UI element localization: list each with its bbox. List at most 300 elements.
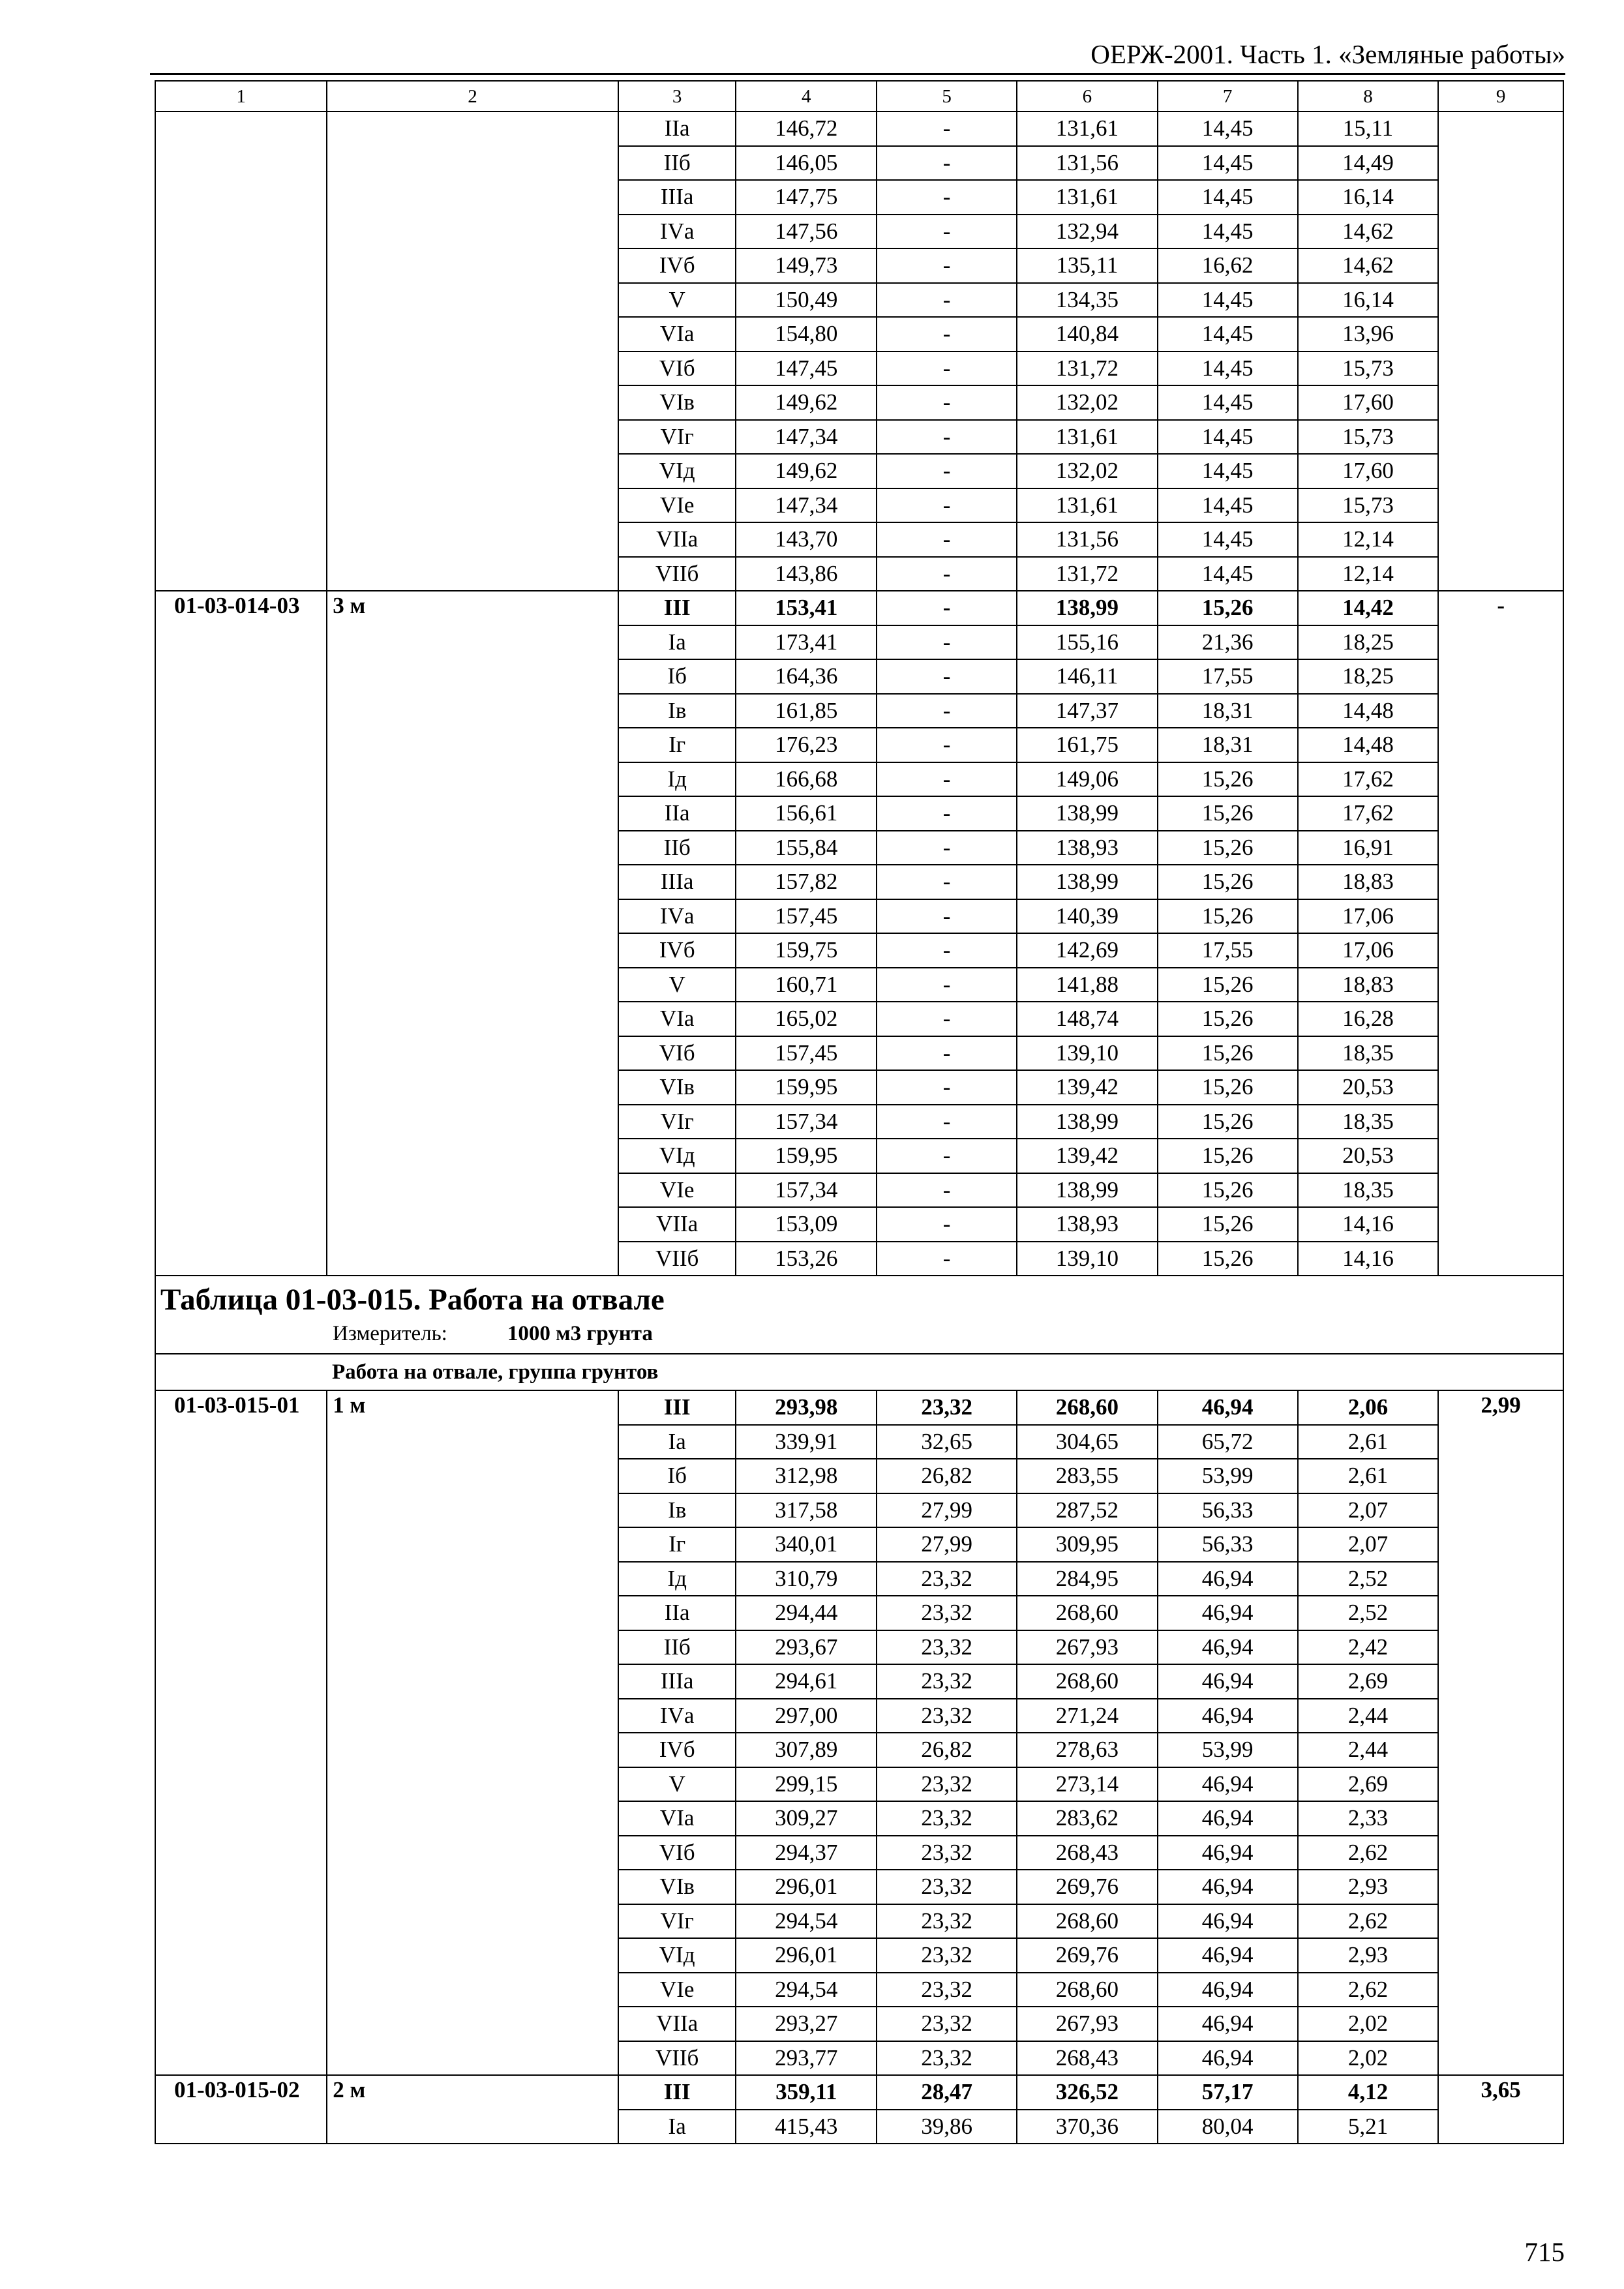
norm-code-cell: 01-03-014-03 <box>155 591 327 1276</box>
value-cell: 16,91 <box>1298 831 1439 865</box>
value-cell: 268,60 <box>1017 1973 1158 2007</box>
value-cell: 15,26 <box>1158 1207 1298 1242</box>
value-cell: 159,95 <box>736 1070 877 1105</box>
value-cell: 65,72 <box>1158 1425 1298 1459</box>
value-cell: 14,49 <box>1298 146 1439 181</box>
value-cell: 287,52 <box>1017 1493 1158 1528</box>
value-cell: 15,26 <box>1158 865 1298 899</box>
value-cell: 15,26 <box>1158 1002 1298 1036</box>
value-cell: 13,96 <box>1298 317 1439 352</box>
column-number: 8 <box>1298 81 1439 112</box>
norm-code-cell <box>155 112 327 591</box>
value-cell: 2,93 <box>1298 1870 1439 1904</box>
page-number: 715 <box>1524 2237 1565 2267</box>
value-cell: 161,85 <box>736 694 877 728</box>
value-cell: 2,62 <box>1298 1904 1439 1939</box>
value-cell: 2,02 <box>1298 2041 1439 2076</box>
soil-group-cell: V <box>618 1767 736 1802</box>
value-cell: - <box>877 352 1017 386</box>
value-cell: 155,84 <box>736 831 877 865</box>
header-rule <box>150 73 1565 75</box>
value-cell: 23,32 <box>877 1870 1017 1904</box>
value-cell: 23,32 <box>877 1836 1017 1870</box>
soil-group-cell: IIIа <box>618 865 736 899</box>
value-cell: 268,60 <box>1017 1596 1158 1630</box>
soil-group-cell: Iв <box>618 694 736 728</box>
soil-group-cell: IIб <box>618 146 736 181</box>
value-cell: 271,24 <box>1017 1699 1158 1733</box>
soil-group-cell: V <box>618 283 736 318</box>
value-cell: 17,06 <box>1298 899 1439 934</box>
soil-group-cell: IVа <box>618 215 736 249</box>
value-cell: 140,39 <box>1017 899 1158 934</box>
value-cell: 46,94 <box>1158 1973 1298 2007</box>
value-cell: - <box>877 899 1017 934</box>
value-cell: 134,35 <box>1017 283 1158 318</box>
value-cell: 14,16 <box>1298 1207 1439 1242</box>
value-cell: 27,99 <box>877 1493 1017 1528</box>
value-cell: 2,07 <box>1298 1493 1439 1528</box>
value-cell: 14,48 <box>1298 728 1439 762</box>
value-cell: 131,56 <box>1017 522 1158 557</box>
value-cell: 139,10 <box>1017 1036 1158 1071</box>
column-9-cell: 2,99 <box>1438 1390 1563 2075</box>
value-cell: 23,32 <box>877 1767 1017 1802</box>
value-cell: 17,60 <box>1298 454 1439 488</box>
norm-name-cell: 2 м <box>327 2075 618 2144</box>
value-cell: 294,54 <box>736 1973 877 2007</box>
value-cell: 141,88 <box>1017 968 1158 1002</box>
value-cell: 18,25 <box>1298 659 1439 694</box>
column-number: 1 <box>155 81 327 112</box>
value-cell: 27,99 <box>877 1527 1017 1562</box>
soil-group-cell: IVа <box>618 1699 736 1733</box>
value-cell: 309,27 <box>736 1801 877 1836</box>
soil-group-cell: VIе <box>618 488 736 523</box>
soil-group-cell: IVб <box>618 1733 736 1767</box>
value-cell: 176,23 <box>736 728 877 762</box>
soil-group-cell: III <box>618 1390 736 1425</box>
soil-group-cell: IIа <box>618 1596 736 1630</box>
value-cell: 46,94 <box>1158 2007 1298 2041</box>
value-cell: 139,42 <box>1017 1139 1158 1173</box>
soil-group-cell: VIIа <box>618 1207 736 1242</box>
value-cell: 23,32 <box>877 1630 1017 1665</box>
value-cell: - <box>877 659 1017 694</box>
value-cell: 138,93 <box>1017 1207 1158 1242</box>
value-cell: 147,37 <box>1017 694 1158 728</box>
value-cell: - <box>877 762 1017 797</box>
soil-group-cell: VIд <box>618 454 736 488</box>
value-cell: 131,61 <box>1017 420 1158 455</box>
soil-group-cell: Iг <box>618 728 736 762</box>
column-9-cell: - <box>1438 591 1563 1276</box>
value-cell: 283,55 <box>1017 1459 1158 1493</box>
soil-group-cell: VIг <box>618 1904 736 1939</box>
value-cell: - <box>877 1207 1017 1242</box>
value-cell: 160,71 <box>736 968 877 1002</box>
soil-group-cell: VIIа <box>618 2007 736 2041</box>
value-cell: - <box>877 522 1017 557</box>
value-cell: 15,26 <box>1158 796 1298 831</box>
value-cell: 15,73 <box>1298 420 1439 455</box>
soil-group-cell: III <box>618 591 736 625</box>
value-cell: 15,26 <box>1158 1036 1298 1071</box>
value-cell: 2,44 <box>1298 1733 1439 1767</box>
value-cell: - <box>877 112 1017 146</box>
value-cell: 299,15 <box>736 1767 877 1802</box>
value-cell: 14,62 <box>1298 215 1439 249</box>
soil-group-cell: VIг <box>618 1105 736 1139</box>
value-cell: - <box>877 1139 1017 1173</box>
value-cell: - <box>877 420 1017 455</box>
value-cell: 326,52 <box>1017 2075 1158 2110</box>
value-cell: 15,26 <box>1158 968 1298 1002</box>
value-cell: 14,45 <box>1158 352 1298 386</box>
value-cell: 2,93 <box>1298 1938 1439 1973</box>
value-cell: - <box>877 283 1017 318</box>
soil-group-cell: Iа <box>618 2110 736 2144</box>
value-cell: 132,02 <box>1017 385 1158 420</box>
value-cell: - <box>877 831 1017 865</box>
value-cell: 14,45 <box>1158 420 1298 455</box>
value-cell: 159,95 <box>736 1139 877 1173</box>
value-cell: 161,75 <box>1017 728 1158 762</box>
value-cell: 12,14 <box>1298 557 1439 591</box>
value-cell: 339,91 <box>736 1425 877 1459</box>
value-cell: 157,45 <box>736 1036 877 1071</box>
value-cell: 23,32 <box>877 1390 1017 1425</box>
value-cell: - <box>877 317 1017 352</box>
value-cell: 23,32 <box>877 1801 1017 1836</box>
value-cell: 15,11 <box>1298 112 1439 146</box>
value-cell: 268,60 <box>1017 1390 1158 1425</box>
value-cell: 159,75 <box>736 933 877 968</box>
value-cell: 139,10 <box>1017 1242 1158 1276</box>
value-cell: 15,26 <box>1158 1105 1298 1139</box>
soil-group-cell: VIд <box>618 1139 736 1173</box>
value-cell: 143,86 <box>736 557 877 591</box>
value-cell: 293,77 <box>736 2041 877 2076</box>
value-cell: 2,62 <box>1298 1973 1439 2007</box>
value-cell: 268,43 <box>1017 2041 1158 2076</box>
soil-group-cell: III <box>618 2075 736 2110</box>
value-cell: 12,14 <box>1298 522 1439 557</box>
value-cell: 273,14 <box>1017 1767 1158 1802</box>
value-cell: 23,32 <box>877 1699 1017 1733</box>
value-cell: 140,84 <box>1017 317 1158 352</box>
value-cell: 154,80 <box>736 317 877 352</box>
value-cell: 46,94 <box>1158 2041 1298 2076</box>
value-cell: 14,45 <box>1158 557 1298 591</box>
column-number: 5 <box>877 81 1017 112</box>
value-cell: 147,45 <box>736 352 877 386</box>
value-cell: 53,99 <box>1158 1459 1298 1493</box>
value-cell: 142,69 <box>1017 933 1158 968</box>
value-cell: 21,36 <box>1158 625 1298 660</box>
value-cell: 147,34 <box>736 420 877 455</box>
value-cell: - <box>877 215 1017 249</box>
column-number: 4 <box>736 81 877 112</box>
value-cell: 5,21 <box>1298 2110 1439 2144</box>
value-cell: 53,99 <box>1158 1733 1298 1767</box>
value-cell: 307,89 <box>736 1733 877 1767</box>
value-cell: 14,45 <box>1158 522 1298 557</box>
value-cell: 293,27 <box>736 2007 877 2041</box>
value-cell: 147,56 <box>736 215 877 249</box>
soil-group-cell: VIв <box>618 1870 736 1904</box>
value-cell: 293,98 <box>736 1390 877 1425</box>
value-cell: 14,45 <box>1158 454 1298 488</box>
measure-line <box>156 1319 1563 1348</box>
value-cell: 146,72 <box>736 112 877 146</box>
value-cell: 2,52 <box>1298 1596 1439 1630</box>
value-cell: 131,61 <box>1017 180 1158 215</box>
soil-group-cell: VIе <box>618 1173 736 1208</box>
value-cell: 17,60 <box>1298 385 1439 420</box>
value-cell: 17,62 <box>1298 762 1439 797</box>
value-cell: 2,69 <box>1298 1664 1439 1699</box>
value-cell: 18,31 <box>1158 728 1298 762</box>
value-cell: 269,76 <box>1017 1938 1158 1973</box>
value-cell: 14,45 <box>1158 146 1298 181</box>
value-cell: 138,99 <box>1017 1173 1158 1208</box>
value-cell: 138,93 <box>1017 831 1158 865</box>
value-cell: 14,48 <box>1298 694 1439 728</box>
value-cell: 23,32 <box>877 1562 1017 1596</box>
value-cell: 23,32 <box>877 2007 1017 2041</box>
running-header: ОЕРЖ-2001. Часть 1. «Земляные работы» <box>1090 39 1565 69</box>
value-cell: 32,65 <box>877 1425 1017 1459</box>
value-cell: 156,61 <box>736 796 877 831</box>
value-cell: 26,82 <box>877 1459 1017 1493</box>
value-cell: 297,00 <box>736 1699 877 1733</box>
value-cell: 131,72 <box>1017 352 1158 386</box>
norms-table <box>155 80 1564 2144</box>
soil-group-cell: IVб <box>618 933 736 968</box>
value-cell: 165,02 <box>736 1002 877 1036</box>
value-cell: 14,45 <box>1158 283 1298 318</box>
value-cell: 4,12 <box>1298 2075 1439 2110</box>
value-cell: 17,55 <box>1158 659 1298 694</box>
table-title-cell <box>155 1276 1563 1354</box>
value-cell: 268,43 <box>1017 1836 1158 1870</box>
value-cell: 15,26 <box>1158 591 1298 625</box>
value-cell: - <box>877 488 1017 523</box>
value-cell: 309,95 <box>1017 1527 1158 1562</box>
table-row <box>155 2075 1563 2110</box>
value-cell: 153,41 <box>736 591 877 625</box>
value-cell: 14,45 <box>1158 180 1298 215</box>
value-cell: 359,11 <box>736 2075 877 2110</box>
value-cell: 14,45 <box>1158 215 1298 249</box>
table-row <box>155 591 1563 625</box>
value-cell: 56,33 <box>1158 1493 1298 1528</box>
value-cell: 15,26 <box>1158 1139 1298 1173</box>
value-cell: 28,47 <box>877 2075 1017 2110</box>
value-cell: 146,11 <box>1017 659 1158 694</box>
table-title-row <box>155 1276 1563 1354</box>
soil-group-cell: Iб <box>618 659 736 694</box>
value-cell: - <box>877 248 1017 283</box>
value-cell: 310,79 <box>736 1562 877 1596</box>
value-cell: 15,26 <box>1158 1173 1298 1208</box>
value-cell: - <box>877 694 1017 728</box>
value-cell: 143,70 <box>736 522 877 557</box>
value-cell: - <box>877 933 1017 968</box>
value-cell: 2,33 <box>1298 1801 1439 1836</box>
soil-group-cell: VIб <box>618 1036 736 1071</box>
value-cell: 131,56 <box>1017 146 1158 181</box>
value-cell: 18,83 <box>1298 865 1439 899</box>
value-cell: 46,94 <box>1158 1390 1298 1425</box>
value-cell: 164,36 <box>736 659 877 694</box>
soil-group-cell: IVа <box>618 899 736 934</box>
value-cell: 18,35 <box>1298 1105 1439 1139</box>
value-cell: 46,94 <box>1158 1767 1298 1802</box>
value-cell: - <box>877 1070 1017 1105</box>
soil-group-cell: VIб <box>618 1836 736 1870</box>
value-cell: 46,94 <box>1158 1664 1298 1699</box>
soil-group-cell: VIа <box>618 1002 736 1036</box>
value-cell: 20,53 <box>1298 1139 1439 1173</box>
value-cell: - <box>877 591 1017 625</box>
value-cell: - <box>877 454 1017 488</box>
value-cell: 46,94 <box>1158 1870 1298 1904</box>
value-cell: 39,86 <box>877 2110 1017 2144</box>
value-cell: - <box>877 557 1017 591</box>
value-cell: 18,31 <box>1158 694 1298 728</box>
value-cell: 56,33 <box>1158 1527 1298 1562</box>
value-cell: 147,34 <box>736 488 877 523</box>
value-cell: 149,62 <box>736 454 877 488</box>
value-cell: 17,62 <box>1298 796 1439 831</box>
norm-name-cell: 3 м <box>327 591 618 1276</box>
value-cell: 14,45 <box>1158 317 1298 352</box>
value-cell: 16,62 <box>1158 248 1298 283</box>
value-cell: 296,01 <box>736 1938 877 1973</box>
value-cell: 80,04 <box>1158 2110 1298 2144</box>
value-cell: 15,26 <box>1158 899 1298 934</box>
value-cell: 18,25 <box>1298 625 1439 660</box>
value-cell: 18,83 <box>1298 968 1439 1002</box>
value-cell: 153,09 <box>736 1207 877 1242</box>
value-cell: 23,32 <box>877 1664 1017 1699</box>
norm-name-cell <box>327 112 618 591</box>
value-cell: 2,69 <box>1298 1767 1439 1802</box>
soil-group-cell: IIIа <box>618 1664 736 1699</box>
value-cell: - <box>877 865 1017 899</box>
value-cell: - <box>877 625 1017 660</box>
value-cell: 138,99 <box>1017 865 1158 899</box>
value-cell: 157,34 <box>736 1173 877 1208</box>
value-cell: 15,26 <box>1158 762 1298 797</box>
soil-group-cell: IVб <box>618 248 736 283</box>
value-cell: 23,32 <box>877 2041 1017 2076</box>
value-cell: 15,26 <box>1158 831 1298 865</box>
value-cell: 16,28 <box>1298 1002 1439 1036</box>
value-cell: 17,06 <box>1298 933 1439 968</box>
value-cell: 269,76 <box>1017 1870 1158 1904</box>
value-cell: 2,07 <box>1298 1527 1439 1562</box>
soil-group-cell: VIв <box>618 385 736 420</box>
value-cell: 18,35 <box>1298 1173 1439 1208</box>
value-cell: 20,53 <box>1298 1070 1439 1105</box>
value-cell: 46,94 <box>1158 1699 1298 1733</box>
value-cell: 149,73 <box>736 248 877 283</box>
soil-group-cell: VIIб <box>618 1242 736 1276</box>
value-cell: 268,60 <box>1017 1664 1158 1699</box>
column-9-cell <box>1438 112 1563 591</box>
value-cell: 16,14 <box>1298 180 1439 215</box>
soil-group-cell: V <box>618 968 736 1002</box>
column-number: 7 <box>1158 81 1298 112</box>
value-cell: 166,68 <box>736 762 877 797</box>
soil-group-cell: Iв <box>618 1493 736 1528</box>
value-cell: 149,06 <box>1017 762 1158 797</box>
value-cell: 294,44 <box>736 1596 877 1630</box>
value-cell: 132,02 <box>1017 454 1158 488</box>
value-cell: 293,67 <box>736 1630 877 1665</box>
table-row <box>155 1390 1563 1425</box>
value-cell: 131,72 <box>1017 557 1158 591</box>
value-cell: 157,45 <box>736 899 877 934</box>
value-cell: 147,75 <box>736 180 877 215</box>
value-cell: - <box>877 385 1017 420</box>
column-number: 6 <box>1017 81 1158 112</box>
norm-code-cell: 01-03-015-01 <box>155 1390 327 2075</box>
value-cell: 46,94 <box>1158 1630 1298 1665</box>
value-cell: - <box>877 180 1017 215</box>
value-cell: 149,62 <box>736 385 877 420</box>
value-cell: 294,54 <box>736 1904 877 1939</box>
value-cell: - <box>877 728 1017 762</box>
soil-group-cell: VIа <box>618 1801 736 1836</box>
value-cell: 138,99 <box>1017 1105 1158 1139</box>
value-cell: 23,32 <box>877 1904 1017 1939</box>
column-number-row <box>155 81 1563 112</box>
value-cell: 14,45 <box>1158 488 1298 523</box>
value-cell: 267,93 <box>1017 1630 1158 1665</box>
value-cell: 57,17 <box>1158 2075 1298 2110</box>
value-cell: 131,61 <box>1017 488 1158 523</box>
value-cell: 2,02 <box>1298 2007 1439 2041</box>
measure-value: 1000 м3 грунта <box>507 1322 653 1345</box>
soil-group-cell: IIа <box>618 796 736 831</box>
value-cell: 26,82 <box>877 1733 1017 1767</box>
column-number: 2 <box>327 81 618 112</box>
value-cell: 370,36 <box>1017 2110 1158 2144</box>
soil-group-cell: VIIб <box>618 2041 736 2076</box>
value-cell: 157,82 <box>736 865 877 899</box>
value-cell: 2,06 <box>1298 1390 1439 1425</box>
soil-group-cell: IIб <box>618 831 736 865</box>
value-cell: 173,41 <box>736 625 877 660</box>
value-cell: 135,11 <box>1017 248 1158 283</box>
soil-group-cell: IIа <box>618 112 736 146</box>
value-cell: - <box>877 146 1017 181</box>
column-number: 3 <box>618 81 736 112</box>
value-cell: - <box>877 1173 1017 1208</box>
value-cell: 14,42 <box>1298 591 1439 625</box>
soil-group-cell: VIв <box>618 1070 736 1105</box>
value-cell: - <box>877 968 1017 1002</box>
value-cell: 157,34 <box>736 1105 877 1139</box>
soil-group-cell: Iд <box>618 1562 736 1596</box>
value-cell: 268,60 <box>1017 1904 1158 1939</box>
soil-group-cell: Iа <box>618 1425 736 1459</box>
value-cell: 2,42 <box>1298 1630 1439 1665</box>
